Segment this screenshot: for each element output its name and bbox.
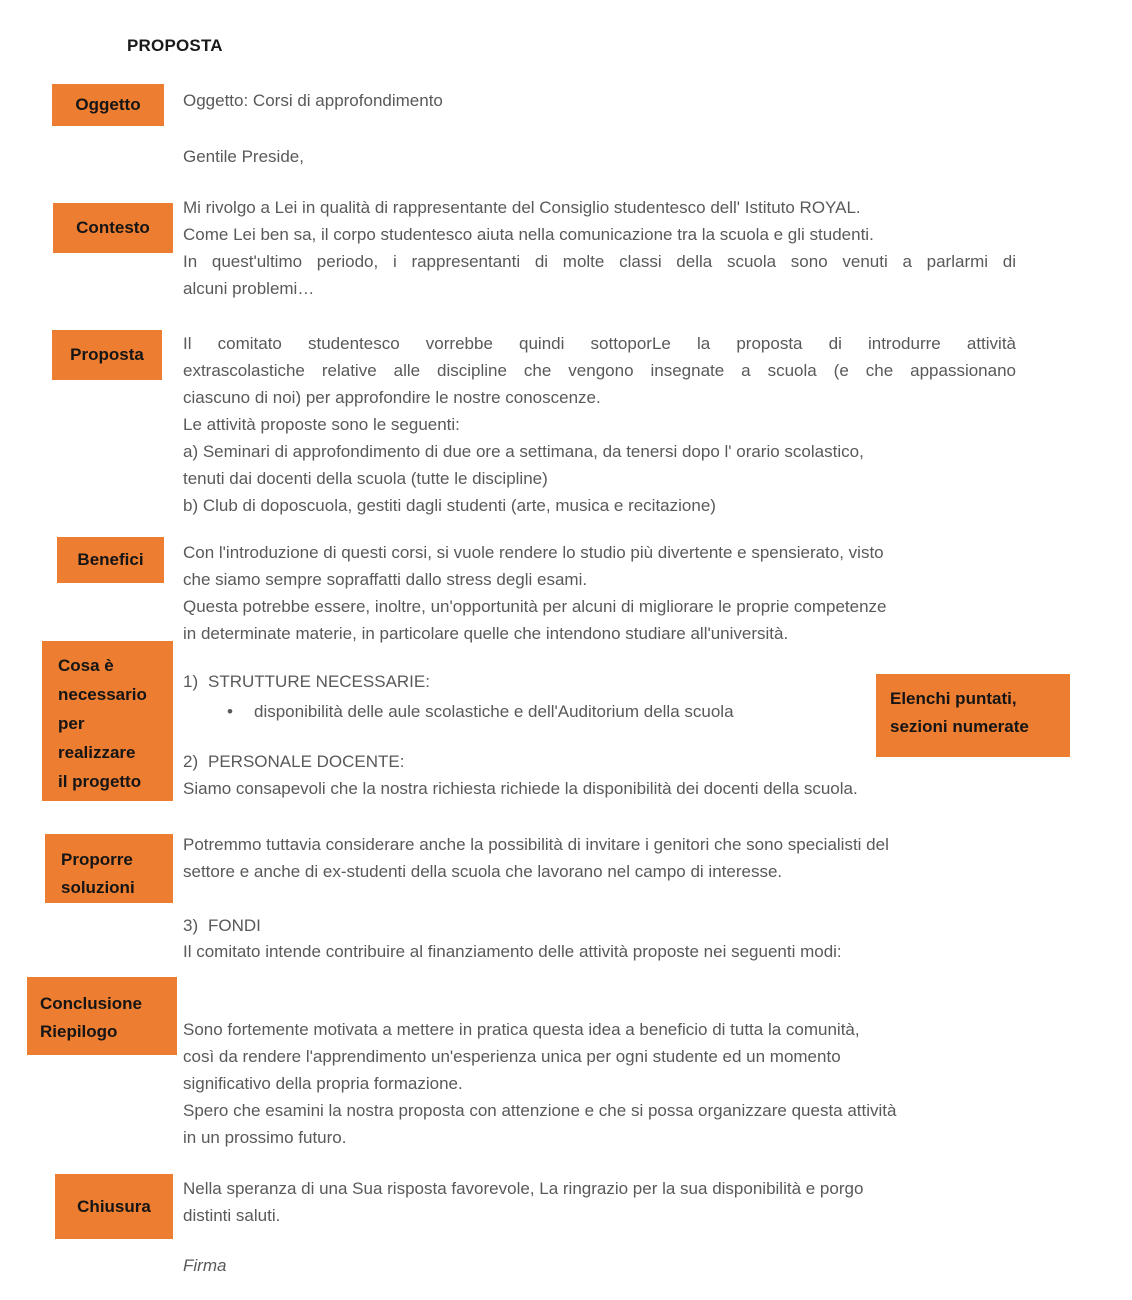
benefici-line: Con l'introduzione di questi corsi, si vuole rendere lo studio più divertente e spensierato, visto (183, 543, 884, 562)
conclusione-line: Sono fortemente motivata a mettere in pratica questa idea a beneficio di tutta la comunità, (183, 1020, 860, 1039)
label-cosa-line: il progetto (58, 772, 142, 791)
label-conclusione-line: Riepilogo (40, 1022, 118, 1041)
label-elenchi-line: Elenchi puntati, (890, 689, 1017, 708)
proposta-line: b) Club di doposcuola, gestiti dagli studenti (arte, musica e recitazione) (183, 496, 716, 515)
item-number: 2) (183, 752, 199, 771)
label-proporre-line: Proporre (61, 850, 133, 869)
label-elenchi-line: sezioni numerate (890, 717, 1029, 736)
proporre-paragraph (183, 831, 1016, 885)
chiusura-line: distinti saluti. (183, 1206, 281, 1225)
label-proposta (52, 330, 162, 380)
numbered-item-2 (183, 748, 1016, 775)
label-benefici-text: Benefici (77, 550, 144, 569)
item-heading: PERSONALE DOCENTE: (208, 752, 405, 771)
label-contesto-text: Contesto (76, 218, 150, 237)
proposta-line: ciascuno di noi) per approfondire le nostre conoscenze. (183, 388, 601, 407)
contesto-paragraph (183, 194, 1016, 302)
label-cosa-necessario (42, 641, 173, 801)
label-conclusione-riepilogo (27, 977, 177, 1055)
proposta-line: Il comitato studentesco vorrebbe quindi sottoporLe la proposta di introdurre attività (183, 334, 1016, 353)
label-cosa-line: necessario (58, 685, 147, 704)
conclusione-paragraph (183, 1016, 1016, 1151)
label-chiusura (55, 1174, 173, 1239)
conclusione-line: in un prossimo futuro. (183, 1128, 347, 1147)
contesto-line: Come Lei ben sa, il corpo studentesco aiuta nella comunicazione tra la scuola e gli studenti. (183, 225, 874, 244)
bullet-text: disponibilità delle aule scolastiche e dell'Auditorium della scuola (254, 702, 734, 721)
bullet-item (183, 698, 1060, 725)
label-proposta-text: Proposta (70, 345, 144, 364)
numbered-item-1 (183, 668, 1016, 695)
conclusione-line: significativo della propria formazione. (183, 1074, 463, 1093)
label-proporre-line: soluzioni (61, 878, 135, 897)
proposta-line: extrascolastiche relative alle discipline che vengono insegnate a scuola (e che appassionano (183, 361, 1016, 380)
label-conclusione-line: Conclusione (40, 994, 143, 1013)
benefici-line: che siamo sempre sopraffatti dallo stress degli esami. (183, 570, 588, 589)
label-cosa-line: per (58, 714, 85, 733)
conclusione-line: così da rendere l'apprendimento un'esperienza unica per ogni studente ed un momento (183, 1047, 841, 1066)
label-benefici (57, 537, 164, 583)
contesto-line: In quest'ultimo periodo, i rappresentanti di molte classi della scuola sono venuti a parlarmi di (183, 252, 1016, 271)
personale-body-line: Siamo consapevoli che la nostra richiesta richiede la disponibilità dei docenti della scuola. (183, 779, 858, 798)
label-cosa-line: realizzare (58, 743, 136, 762)
label-contesto (53, 203, 173, 253)
proposta-line: a) Seminari di approfondimento di due ore a settimana, da tenersi dopo l' orario scolastico, (183, 442, 864, 461)
item-number: 3) (183, 916, 199, 935)
proposta-line: tenuti dai docenti della scuola (tutte le discipline) (183, 469, 548, 488)
proporre-line: settore e anche di ex-studenti della scuola che lavorano nel campo di interesse. (183, 862, 783, 881)
benefici-line: Questa potrebbe essere, inoltre, un'opportunità per alcuni di migliorare le proprie competenze (183, 597, 887, 616)
bullet-icon: • (227, 702, 233, 721)
subject-line: Oggetto: Corsi di approfondimento (183, 91, 443, 110)
label-proporre-soluzioni (45, 834, 173, 903)
numbered-item-3 (183, 912, 1016, 939)
contesto-line: Mi rivolgo a Lei in qualità di rappresentante del Consiglio studentesco dell' Istituto ROYAL. (183, 198, 861, 217)
item-heading: FONDI (208, 916, 261, 935)
benefici-line: in determinate materie, in particolare quelle che intendono studiare all'università. (183, 624, 789, 643)
label-oggetto (52, 84, 164, 126)
signature-placeholder: Firma (183, 1256, 227, 1275)
item-heading: STRUTTURE NECESSARIE: (208, 672, 430, 691)
item-number: 1) (183, 672, 199, 691)
conclusione-line: Spero che esamini la nostra proposta con attenzione e che si possa organizzare questa attività (183, 1101, 897, 1120)
document-title: PROPOSTA (127, 36, 223, 55)
chiusura-paragraph (183, 1175, 1016, 1229)
label-oggetto-text: Oggetto (75, 95, 141, 114)
label-cosa-line: Cosa è (58, 656, 114, 675)
chiusura-line: Nella speranza di una Sua risposta favorevole, La ringrazio per la sua disponibilità e porgo (183, 1179, 864, 1198)
contesto-line: alcuni problemi… (183, 279, 315, 298)
fondi-body-line: Il comitato intende contribuire al finanziamento delle attività proposte nei seguenti modi: (183, 942, 842, 961)
proporre-line: Potremmo tuttavia considerare anche la possibilità di invitare i genitori che sono specialisti del (183, 835, 889, 854)
proposta-line: Le attività proposte sono le seguenti: (183, 415, 460, 434)
label-chiusura-text: Chiusura (77, 1196, 151, 1216)
salutation-line: Gentile Preside, (183, 147, 304, 166)
benefici-paragraph (183, 539, 1016, 647)
proposta-paragraph (183, 330, 1016, 519)
